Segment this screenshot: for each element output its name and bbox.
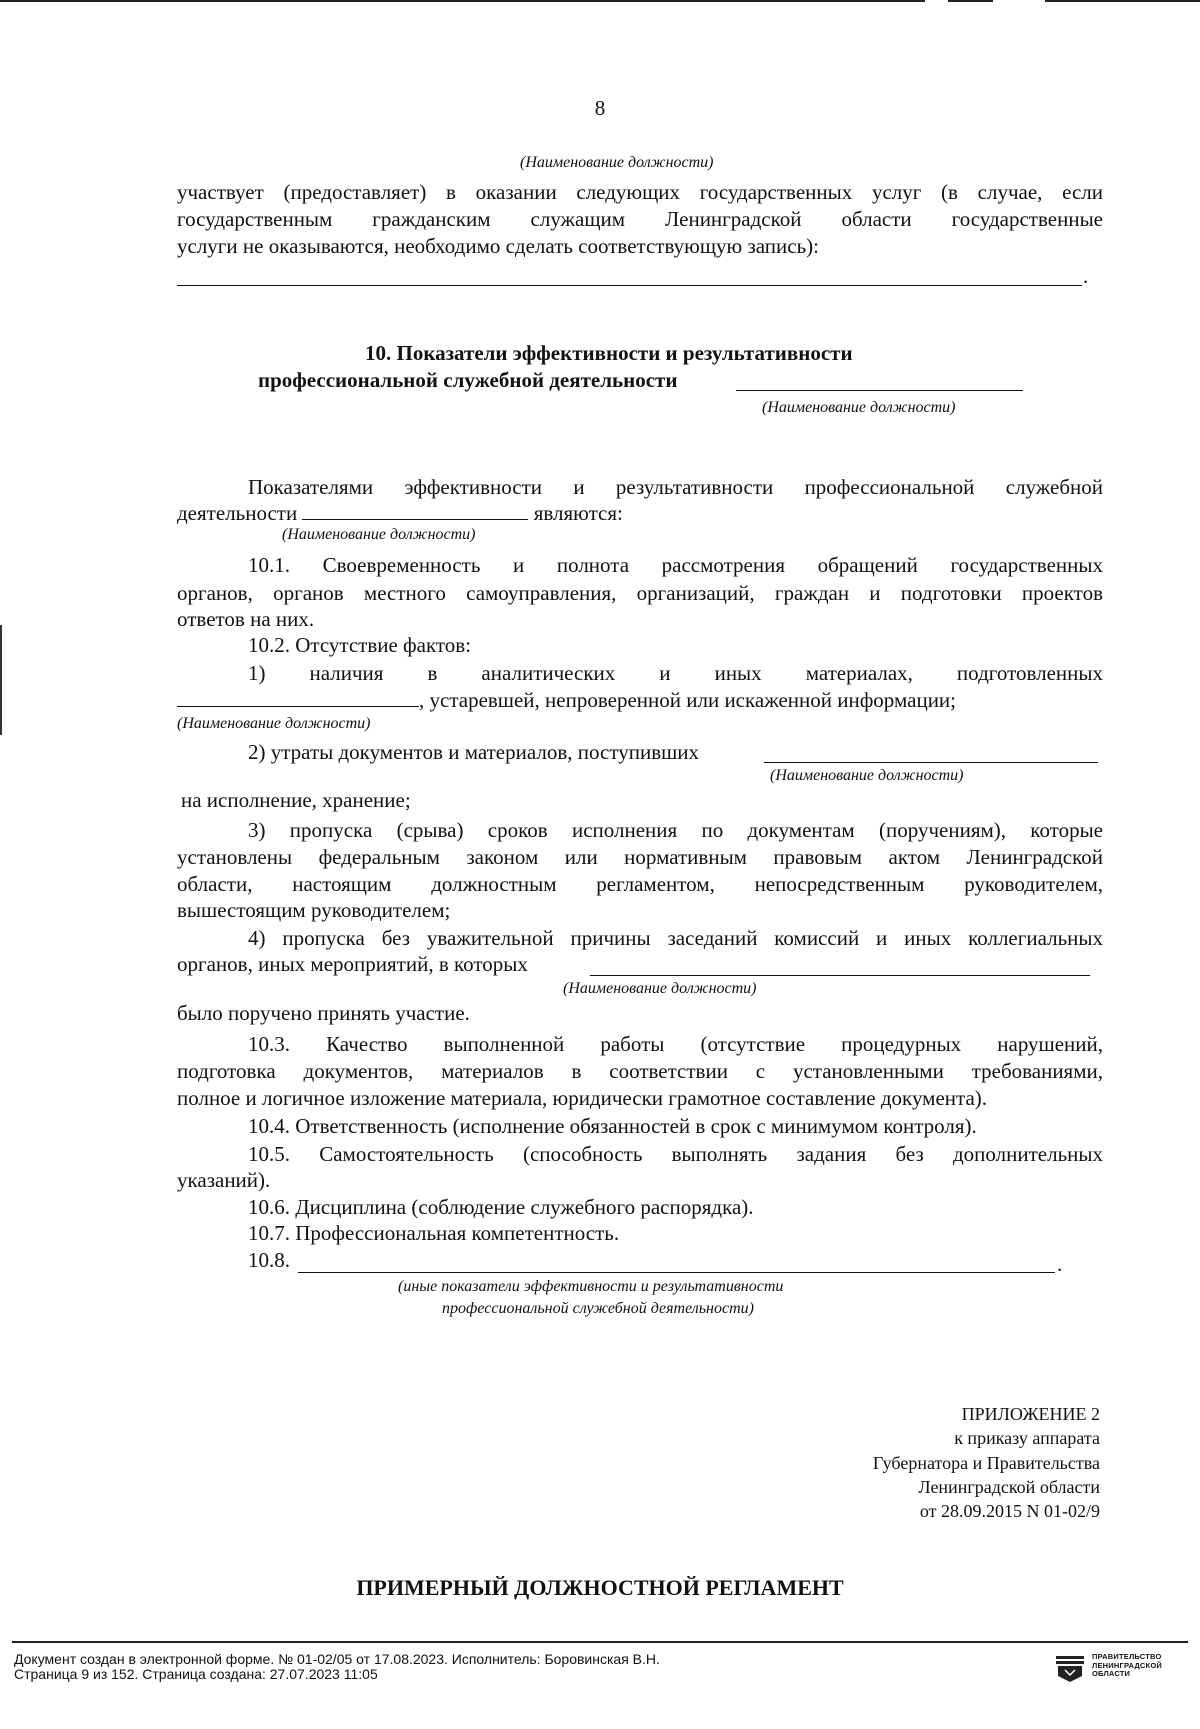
item-10-2-3: вышестоящим руководителем; bbox=[177, 898, 451, 922]
item-10-2-4: органов, иных мероприятий, в которых bbox=[177, 952, 528, 976]
other-indicators-caption: профессиональной служебной деятельности) bbox=[442, 1300, 754, 1317]
item-10-3: подготовка документов, материалов в соответствии с установленными требованиями, bbox=[177, 1059, 1103, 1083]
fill-in-line bbox=[736, 390, 1023, 391]
top-border bbox=[0, 0, 1200, 2]
intro-line: участвует (предоставляет) в оказании следующих государственных услуг (в случае, если bbox=[177, 180, 1103, 204]
item-10-2-3: установлены федеральным законом или нормативным правовым актом Ленинградской bbox=[177, 845, 1103, 869]
document-title: ПРИМЕРНЫЙ ДОЛЖНОСТНОЙ РЕГЛАМЕНТ bbox=[356, 1575, 844, 1600]
item-10-2-1: 1) наличия в аналитических и иных материалах, подготовленных bbox=[248, 661, 1103, 685]
item-10-2-4: было поручено принять участие. bbox=[177, 1001, 470, 1025]
position-caption: (Наименование должности) bbox=[177, 715, 371, 732]
item-10-2-3: 3) пропуска (срыва) сроков исполнения по документам (поручениям), которые bbox=[248, 818, 1103, 842]
item-10-8: 10.8. bbox=[248, 1248, 290, 1272]
section-title: 10. Показатели эффективности и результативности bbox=[365, 341, 853, 365]
fill-in-line bbox=[764, 762, 1098, 763]
item-10-6: 10.6. Дисциплина (соблюдение служебного распорядка). bbox=[248, 1195, 754, 1219]
appendix-date: от 28.09.2015 N 01-02/9 bbox=[919, 1501, 1100, 1521]
fill-in-line bbox=[590, 975, 1090, 976]
other-indicators-caption: (иные показатели эффективности и результативности bbox=[398, 1278, 784, 1295]
position-caption: (Наименование должности) bbox=[770, 767, 964, 784]
margin-scan-mark bbox=[0, 625, 2, 735]
government-logo bbox=[1056, 1652, 1186, 1686]
footer-line: Документ создан в электронной форме. № 01-02/05 от 17.08.2023. Исполнитель: Боровинская В.Н. bbox=[14, 1651, 660, 1667]
intro-line: услуги не оказываются, необходимо сделать соответствующую запись): bbox=[177, 234, 819, 258]
item-10-1: органов, органов местного самоуправления, организаций, граждан и подготовки проектов bbox=[177, 581, 1103, 605]
item-10-2-3: области, настоящим должностным регламентом, непосредственным руководителем, bbox=[177, 872, 1103, 896]
item-10-2-4: 4) пропуска без уважительной причины заседаний комиссий и иных коллегиальных bbox=[248, 926, 1103, 950]
paragraph-line: Показателями эффективности и результативности профессиональной служебной bbox=[248, 475, 1103, 499]
item-10-1: ответов на них. bbox=[177, 607, 315, 631]
fill-in-line bbox=[177, 285, 1082, 286]
position-caption: (Наименование должности) bbox=[762, 399, 956, 416]
item-10-2-2: на исполнение, хранение; bbox=[181, 788, 411, 812]
position-caption: (Наименование должности) bbox=[282, 526, 476, 543]
item-10-8-end-mark: . bbox=[1057, 1252, 1063, 1276]
section-title: профессиональной служебной деятельности bbox=[258, 368, 678, 392]
footer-divider bbox=[12, 1641, 1188, 1643]
item-10-2-2: 2) утраты документов и материалов, поступивших bbox=[248, 740, 700, 764]
item-10-2-1: , устаревшей, непроверенной или искаженной информации; bbox=[177, 686, 956, 713]
item-10-2: 10.2. Отсутствие фактов: bbox=[248, 633, 472, 657]
paragraph-line: деятельности являются: bbox=[177, 501, 623, 525]
fill-in-line bbox=[298, 1272, 1055, 1273]
appendix-order: к приказу аппарата bbox=[954, 1428, 1100, 1448]
item-10-5: указаний). bbox=[177, 1168, 271, 1192]
item-10-1: 10.1. Своевременность и полнота рассмотрения обращений государственных bbox=[248, 553, 1103, 577]
intro-line: государственным гражданским служащим Ленинградской области государственные bbox=[177, 207, 1103, 231]
footer-line: Страница 9 из 152. Страница создана: 27.07.2023 11:05 bbox=[14, 1666, 378, 1682]
position-caption: (Наименование должности) bbox=[563, 980, 757, 997]
appendix-label: ПРИЛОЖЕНИЕ 2 bbox=[961, 1404, 1100, 1424]
position-caption: (Наименование должности) bbox=[520, 154, 714, 171]
appendix-issuer: Губернатора и Правительства bbox=[872, 1453, 1100, 1473]
logo-text: ПРАВИТЕЛЬСТВО ЛЕНИНГРАДСКОЙ ОБЛАСТИ bbox=[1092, 1652, 1162, 1678]
coat-of-arms-icon bbox=[1056, 1656, 1084, 1682]
page-number: 8 bbox=[594, 96, 606, 120]
item-10-3: полное и логичное изложение материала, юридически грамотное составление документа). bbox=[177, 1086, 988, 1110]
appendix-region: Ленинградской области bbox=[918, 1477, 1100, 1497]
item-10-3: 10.3. Качество выполненной работы (отсутствие процедурных нарушений, bbox=[248, 1032, 1103, 1056]
item-10-4: 10.4. Ответственность (исполнение обязанностей в срок с минимумом контроля). bbox=[248, 1114, 977, 1138]
item-10-7: 10.7. Профессиональная компетентность. bbox=[248, 1221, 620, 1245]
item-10-5: 10.5. Самостоятельность (способность выполнять задания без дополнительных bbox=[248, 1142, 1103, 1166]
intro-end-mark: . bbox=[1083, 264, 1089, 288]
